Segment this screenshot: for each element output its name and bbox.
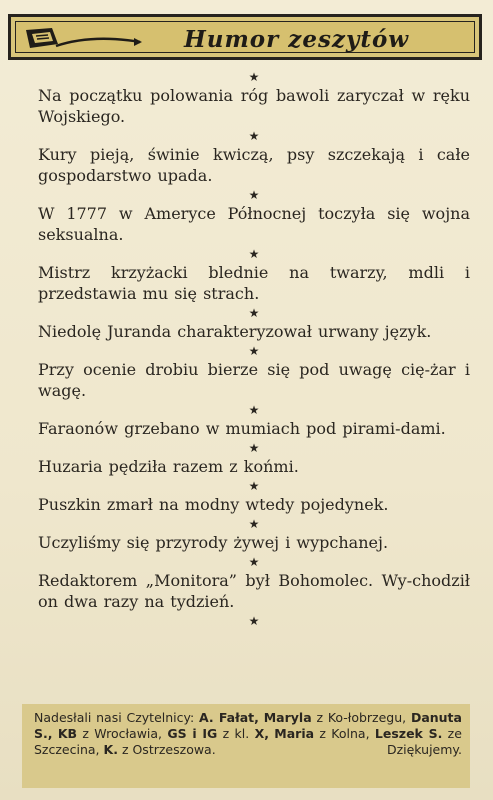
joke-item: Na początku polowania róg bawoli zaryczał w ręku Wojskiego. — [38, 86, 470, 126]
contributor-origin: z Kolna, — [319, 726, 370, 741]
section-header — [8, 14, 482, 60]
star-divider: ★ — [248, 555, 260, 569]
star-divider: ★ — [248, 403, 260, 417]
jokes-list — [38, 70, 470, 628]
star-divider: ★ — [248, 70, 260, 84]
joke-item: Puszkin zmarł na modny wtedy pojedynek. — [38, 495, 389, 514]
joke-item: Przy ocenie drobiu bierze się pod uwagę cię-żar i wagę. — [38, 360, 470, 400]
star-divider: ★ — [248, 188, 260, 202]
footer-intro: Nadesłali nasi Czytelnicy: — [34, 710, 195, 725]
contributor-name: Leszek S. — [374, 726, 443, 741]
contributor-name: Maryla — [263, 710, 312, 725]
star-divider: ★ — [248, 344, 260, 358]
star-divider: ★ — [248, 441, 260, 455]
contributor-name: X, — [254, 726, 269, 741]
contributor-name: GS i IG — [167, 726, 218, 741]
joke-item: Kury pieją, świnie kwiczą, psy szczekają i całe gospodarstwo upada. — [38, 145, 470, 185]
joke-item: Mistrz krzyżacki blednie na twarzy, mdli i przedstawia mu się strach. — [38, 263, 470, 303]
notebook-logo-icon — [22, 24, 146, 54]
star-divider: ★ — [248, 306, 260, 320]
contributor-name: KB — [57, 726, 78, 741]
contributor-origin: z Ko-łobrzegu, — [316, 710, 407, 725]
contributor-name: K. — [103, 742, 118, 757]
joke-item: Redaktorem „Monitora” był Bohomolec. Wy-chodził on dwa razy na tydzień. — [38, 571, 470, 611]
thanks-text: Dziękujemy. — [386, 742, 462, 757]
star-divider: ★ — [248, 614, 260, 628]
star-divider: ★ — [248, 247, 260, 261]
joke-item: W 1777 w Ameryce Północnej toczyła się wojna seksualna. — [38, 204, 470, 244]
joke-item: Huzaria pędziła razem z końmi. — [38, 457, 299, 476]
contributor-origin: z kl. — [222, 726, 250, 741]
contributor-name: Maria — [274, 726, 315, 741]
section-title: Humor zeszytów — [184, 26, 410, 53]
contributor-name: A. Fałat, — [199, 710, 259, 725]
contributor-origin: z Ostrzeszowa. — [121, 742, 216, 757]
joke-item: Niedolę Juranda charakteryzował urwany język. — [38, 322, 432, 341]
star-divider: ★ — [248, 517, 260, 531]
contributors-note — [22, 704, 470, 788]
star-divider: ★ — [248, 479, 260, 493]
joke-item: Faraonów grzebano w mumiach pod pirami-dami. — [38, 419, 446, 438]
joke-item: Uczyliśmy się przyrody żywej i wypchanej. — [38, 533, 389, 552]
contributor-origin: ze Szczecina, — [34, 726, 462, 757]
contributor-name: Danuta S., — [34, 710, 462, 741]
contributor-origin: z Wrocławia, — [82, 726, 163, 741]
header-inner-frame — [15, 21, 475, 53]
star-divider: ★ — [248, 129, 260, 143]
